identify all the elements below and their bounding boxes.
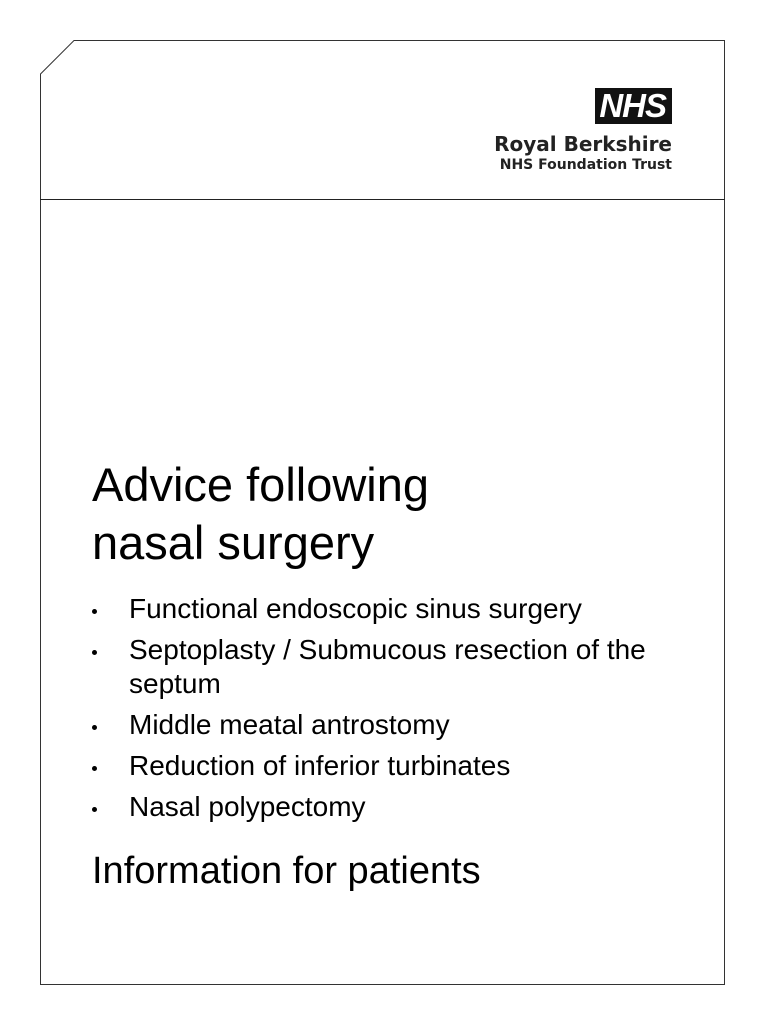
- list-item: [90, 708, 690, 742]
- trust-subtitle: NHS Foundation Trust: [499, 157, 672, 173]
- bullet-icon: [92, 725, 97, 730]
- bullet-icon: [92, 650, 97, 655]
- procedure-label: Reduction of inferior turbinates: [129, 750, 511, 781]
- bullet-icon: [92, 609, 97, 614]
- list-item: [90, 790, 690, 824]
- procedure-label: Middle meatal antrostomy: [129, 709, 450, 740]
- list-item: [90, 592, 690, 626]
- list-item: [90, 749, 690, 783]
- header-divider: [40, 199, 725, 200]
- procedure-label: Nasal polypectomy: [129, 791, 366, 822]
- leaflet-cover: [40, 40, 725, 985]
- procedure-list: [90, 592, 690, 831]
- trust-logo: [494, 88, 672, 174]
- procedure-label: Functional endoscopic sinus surgery: [129, 593, 582, 624]
- list-item: [90, 633, 690, 701]
- bullet-icon: [92, 807, 97, 812]
- procedure-label: Septoplasty / Submucous resection of the septum: [129, 634, 646, 699]
- title-line-1: Advice following: [92, 458, 430, 511]
- document-title: [92, 456, 429, 572]
- trust-name: Royal Berkshire: [494, 132, 672, 156]
- title-line-2: nasal surgery: [92, 516, 375, 569]
- audience-subtitle: Information for patients: [92, 850, 481, 892]
- bullet-icon: [92, 766, 97, 771]
- nhs-logo: NHS: [595, 88, 672, 124]
